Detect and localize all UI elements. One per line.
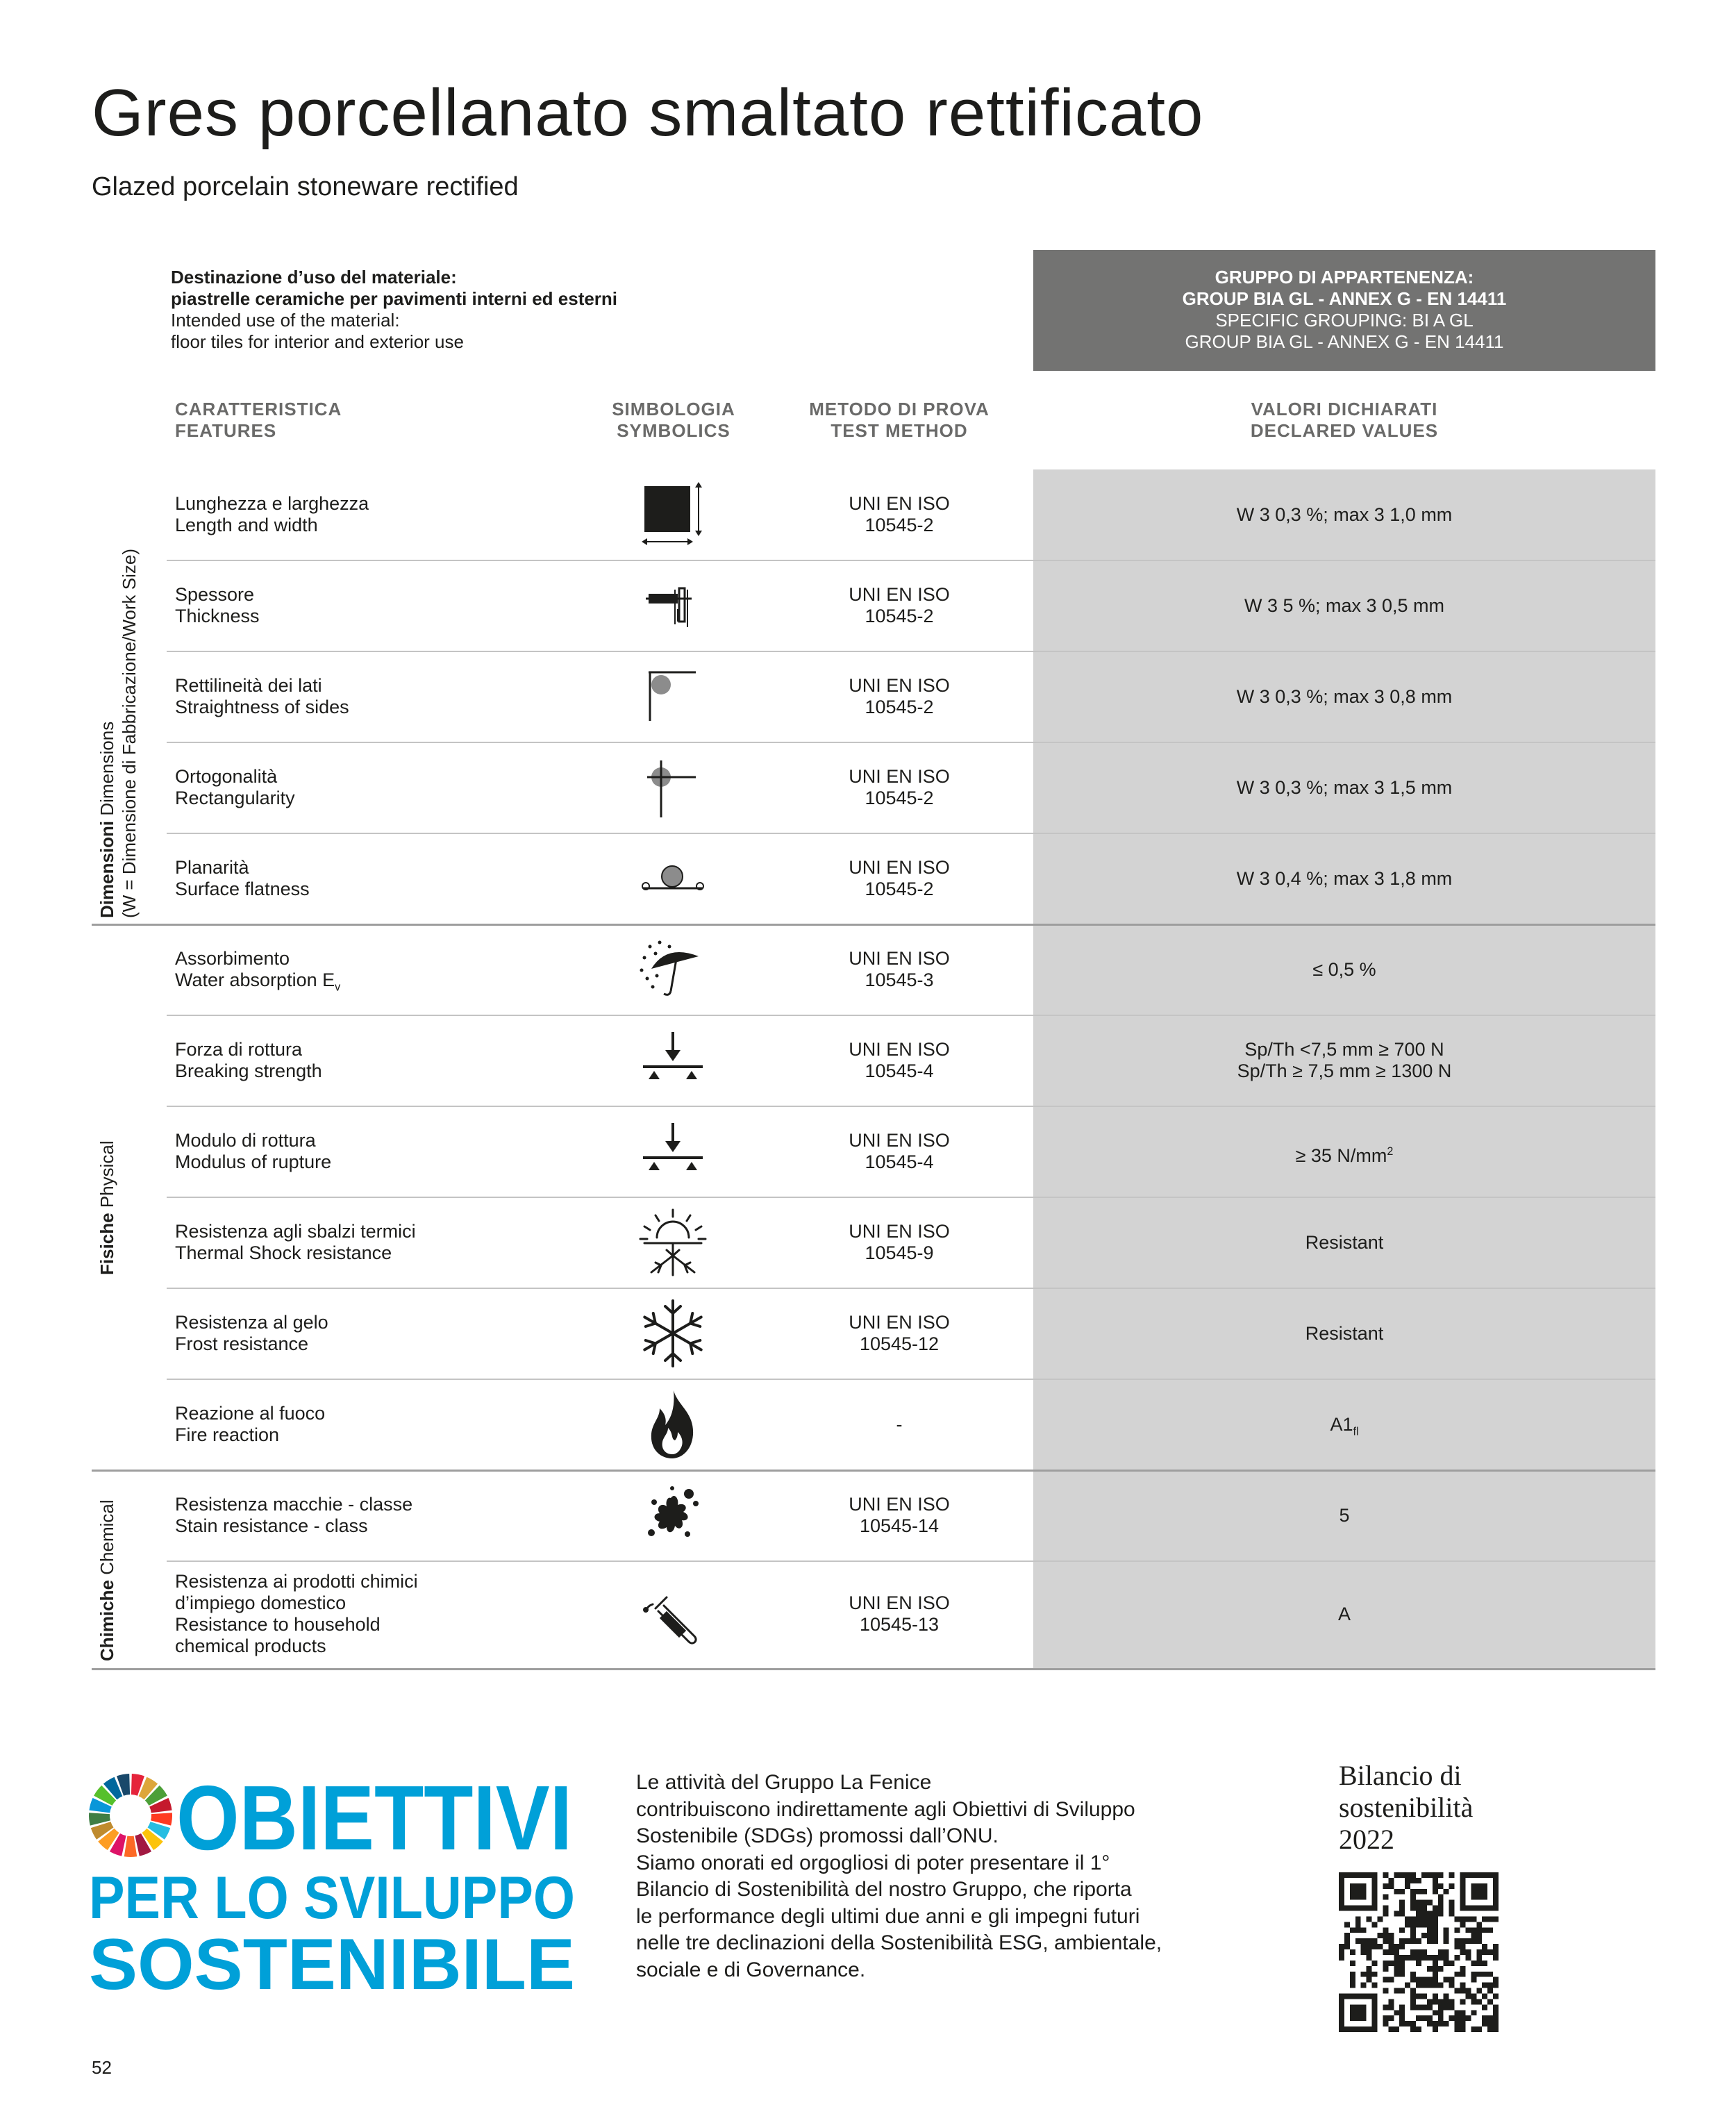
declared-value: [1033, 1141, 1655, 1167]
paragraph-line: Bilancio di Sostenibilità del nostro Gruppo, che riporta: [636, 1878, 1132, 1901]
sdg-title-line-3: SOSTENIBILE: [89, 1924, 575, 1999]
header-symbol-it: SIMBOLOGIA: [612, 399, 735, 419]
table-row-feature: [175, 1312, 328, 1355]
flame-icon: [636, 1388, 710, 1461]
feature-en: Length and width: [175, 515, 318, 535]
section-chemical-rest: Chemical: [97, 1499, 117, 1580]
paragraph-line: nelle tre declinazioni della Sostenibilità ESG, ambientale,: [636, 1931, 1162, 1954]
section-label-dimensions: [96, 549, 140, 918]
declared-value: [1033, 1414, 1655, 1442]
table-row-feature: [175, 1130, 331, 1173]
section-divider: [92, 1470, 1655, 1472]
method-line-2: 10545-2: [865, 879, 934, 899]
right-angle-icon: [636, 751, 710, 824]
feature-it: Ortogonalità: [175, 766, 278, 787]
feature-en-text: Water absorption E: [175, 969, 335, 990]
feature-en: Rectangularity: [175, 788, 295, 808]
feature-en-subscript: v: [335, 981, 341, 994]
row-divider: [167, 1288, 1655, 1289]
sustainability-paragraph: [636, 1770, 1261, 1983]
declared-value: W 3 5 %; max 3 0,5 mm: [1244, 595, 1445, 616]
method-line-1: UNI EN ISO: [849, 493, 950, 514]
declared-value: A: [1337, 1604, 1351, 1624]
row-divider: [167, 560, 1655, 561]
intended-use: [171, 267, 617, 353]
method-line-1: UNI EN ISO: [849, 857, 950, 878]
table-row-feature: [175, 1494, 412, 1537]
paragraph-line: le performance degli ultimi due anni e gli impegni futuri: [636, 1904, 1140, 1928]
row-divider: [167, 1106, 1655, 1107]
method-line-1: UNI EN ISO: [849, 948, 950, 969]
declared-value-text: A1: [1330, 1414, 1353, 1435]
feature-en: Thermal Shock resistance: [175, 1242, 392, 1263]
table-row-feature: [175, 1403, 325, 1446]
feature-it: Resistenza macchie - classe: [175, 1494, 413, 1515]
declared-value-subscript: fl: [1353, 1425, 1359, 1438]
table-row-feature: [175, 584, 260, 627]
feature-en-2: chemical products: [175, 1636, 326, 1656]
method-line-2: 10545-2: [865, 788, 934, 808]
paragraph-line: Sostenibile (SDGs) promossi dall’ONU.: [636, 1824, 999, 1847]
section-dimensions-note: (W = Dimensione di Fabbricazione/Work Size): [119, 549, 140, 918]
section-physical-bold: Fisiche: [97, 1213, 117, 1275]
sdg-title-line-1: OBIETTIVI: [176, 1770, 572, 1869]
paragraph-line: Siamo onorati ed orgogliosi di poter presentare il 1°: [636, 1851, 1110, 1874]
bilancio-line-2: sostenibilità: [1339, 1792, 1474, 1823]
feature-en: Fire reaction: [175, 1424, 280, 1445]
intended-use-en-1: Intended use of the material:: [171, 310, 400, 331]
qr-code[interactable]: [1339, 1872, 1499, 2032]
feature-it-2: d’impiego domestico: [175, 1592, 347, 1613]
row-divider: [167, 651, 1655, 652]
method-line-1: UNI EN ISO: [849, 1592, 950, 1613]
header-symbol-en: SYMBOLICS: [617, 420, 731, 441]
table-row-feature: [175, 1571, 418, 1657]
row-divider: [167, 1560, 1655, 1562]
page-subtitle: Glazed porcelain stoneware rectified: [92, 172, 519, 201]
feature-it: Assorbimento: [175, 948, 290, 969]
table-row-feature: [175, 1039, 322, 1082]
intended-use-en-2: floor tiles for interior and exterior use: [171, 331, 464, 352]
row-divider: [167, 1379, 1655, 1380]
method-line-2: 10545-2: [865, 515, 934, 535]
test-method: [806, 948, 993, 991]
test-method: [806, 1414, 993, 1435]
feature-it: Spessore: [175, 584, 255, 605]
declared-value: [1033, 1039, 1655, 1082]
test-method: [806, 675, 993, 718]
group-line-2: GROUP BIA GL - ANNEX G - EN 14411: [1182, 288, 1507, 309]
feature-en: Resistance to household: [175, 1614, 381, 1635]
header-values: [1033, 399, 1655, 442]
method-line-2: 10545-14: [859, 1515, 940, 1536]
table-row-feature: [175, 948, 340, 998]
paragraph-line: Le attività del Gruppo La Fenice: [636, 1771, 932, 1794]
declared-value: Resistant: [1305, 1323, 1384, 1344]
feature-it: Modulo di rottura: [175, 1130, 316, 1151]
intended-use-it-1: Destinazione d’uso del materiale:: [171, 267, 457, 288]
tile-size-icon: [636, 478, 710, 551]
flatness-icon: [636, 842, 710, 915]
section-chemical-bold: Chimiche: [97, 1579, 117, 1661]
method-line-1: -: [896, 1414, 903, 1435]
feature-en: Breaking strength: [175, 1060, 322, 1081]
method-line-2: 10545-2: [865, 606, 934, 626]
method-line-1: UNI EN ISO: [849, 766, 950, 787]
declared-value: ≤ 0,5 %: [1312, 959, 1376, 980]
method-line-1: UNI EN ISO: [849, 1130, 950, 1151]
feature-it: Lunghezza e larghezza: [175, 493, 369, 514]
feature-en: Straightness of sides: [175, 697, 349, 717]
row-divider: [167, 1197, 1655, 1198]
header-values-en: DECLARED VALUES: [1250, 420, 1439, 441]
feature-en: Modulus of rupture: [175, 1151, 332, 1172]
group-box: [1033, 250, 1655, 371]
bilancio-line-3: 2022: [1339, 1824, 1394, 1855]
bilancio-line-1: Bilancio di: [1339, 1760, 1462, 1791]
paragraph-line: contribuiscono indirettamente agli Obiettivi di Sviluppo: [636, 1797, 1135, 1821]
test-method: [806, 1221, 993, 1264]
table-row-feature: [175, 493, 369, 536]
method-line-2: 10545-12: [859, 1333, 940, 1354]
method-line-1: UNI EN ISO: [849, 1221, 950, 1242]
page-number: 52: [92, 2057, 112, 2078]
method-line-2: 10545-4: [865, 1060, 934, 1081]
method-line-2: 10545-3: [865, 969, 934, 990]
sun-snow-icon: [636, 1206, 710, 1279]
method-line-1: UNI EN ISO: [849, 1039, 950, 1060]
feature-it: Resistenza agli sbalzi termici: [175, 1221, 416, 1242]
declared-value: W 3 0,3 %; max 3 0,8 mm: [1236, 686, 1453, 707]
paragraph-line: sociale e di Governance.: [636, 1958, 866, 1981]
declared-value: W 3 0,3 %; max 3 1,0 mm: [1236, 504, 1453, 525]
section-divider: [92, 1668, 1655, 1670]
feature-en: Thickness: [175, 606, 260, 626]
declared-value: W 3 0,3 %; max 3 1,5 mm: [1236, 777, 1453, 798]
method-line-1: UNI EN ISO: [849, 675, 950, 696]
sdg-wheel-segment: [124, 1836, 137, 1857]
header-method: [778, 399, 1021, 442]
feature-it: Resistenza ai prodotti chimici: [175, 1571, 418, 1592]
header-method-en: TEST METHOD: [831, 420, 968, 441]
umbrella-rain-icon: [636, 933, 710, 1006]
method-line-1: UNI EN ISO: [849, 1312, 950, 1333]
test-method: [806, 766, 993, 809]
declared-value-text: ≥ 35 N/mm: [1295, 1145, 1387, 1166]
test-tube-icon: [636, 1578, 710, 1651]
test-method: [806, 1130, 993, 1173]
feature-it: Resistenza al gelo: [175, 1312, 328, 1333]
test-method: [806, 493, 993, 536]
table-row-feature: [175, 857, 310, 900]
section-label-chemical: [96, 1499, 118, 1661]
method-line-2: 10545-13: [859, 1614, 940, 1635]
header-feature-it: CARATTERISTICA: [175, 399, 342, 419]
feature-it: Reazione al fuoco: [175, 1403, 326, 1424]
feature-en: [175, 969, 340, 998]
feature-it: Forza di rottura: [175, 1039, 303, 1060]
header-feature-en: FEATURES: [175, 420, 277, 441]
method-line-1: UNI EN ISO: [849, 584, 950, 605]
declared-value: 5: [1339, 1505, 1350, 1526]
declared-value-line-2: Sp/Th ≥ 7,5 mm ≥ 1300 N: [1237, 1060, 1452, 1081]
rupture-load-icon: [636, 1115, 710, 1188]
bilancio-title: [1339, 1760, 1473, 1856]
declared-value-superscript: 2: [1387, 1145, 1394, 1158]
header-values-it: VALORI DICHIARATI: [1251, 399, 1438, 419]
declared-value-line-1: Sp/Th <7,5 mm ≥ 700 N: [1244, 1039, 1444, 1060]
page-title: Gres porcellanato smaltato rettificato: [92, 76, 1204, 150]
section-label-physical: [96, 1140, 118, 1275]
sdg-logo: [87, 1770, 581, 1999]
row-divider: [167, 742, 1655, 743]
header-symbol: [597, 399, 750, 442]
feature-en: Frost resistance: [175, 1333, 309, 1354]
row-divider: [167, 1015, 1655, 1016]
section-physical-rest: Physical: [97, 1140, 117, 1213]
feature-it: Planarità: [175, 857, 249, 878]
feature-it: Rettilineità dei lati: [175, 675, 322, 696]
row-divider: [167, 833, 1655, 834]
test-method: [806, 1494, 993, 1537]
group-line-1: GRUPPO DI APPARTENENZA:: [1215, 267, 1474, 288]
method-line-2: 10545-9: [865, 1242, 934, 1263]
test-method: [806, 584, 993, 627]
method-line-1: UNI EN ISO: [849, 1494, 950, 1515]
table-row-feature: [175, 766, 295, 809]
method-line-2: 10545-2: [865, 697, 934, 717]
test-method: [806, 1592, 993, 1636]
snowflake-icon: [636, 1297, 710, 1370]
breaking-load-icon: [636, 1024, 710, 1097]
sdg-title-line-2: PER LO SVILUPPO: [89, 1865, 575, 1931]
group-line-3: SPECIFIC GROUPING: BI A GL: [1215, 310, 1474, 331]
intended-use-it-2: piastrelle ceramiche per pavimenti interni ed esterni: [171, 288, 618, 309]
method-line-2: 10545-4: [865, 1151, 934, 1172]
sdg-wheel-icon: [89, 1774, 172, 1857]
section-dimensions-rest: Dimensions: [97, 721, 117, 821]
feature-en: Surface flatness: [175, 879, 310, 899]
test-method: [806, 1039, 993, 1082]
test-method: [806, 857, 993, 900]
declared-value: Resistant: [1305, 1232, 1384, 1253]
feature-en: Stain resistance - class: [175, 1515, 368, 1536]
table-row-feature: [175, 675, 349, 718]
declared-value: W 3 0,4 %; max 3 1,8 mm: [1236, 868, 1453, 889]
stain-splash-icon: [636, 1479, 710, 1552]
header-method-it: METODO DI PROVA: [809, 399, 990, 419]
section-dimensions-bold: Dimensioni: [97, 820, 117, 918]
straight-edge-icon: [636, 660, 710, 733]
header-feature: [175, 399, 342, 442]
caliper-icon: [636, 569, 710, 642]
table-row-feature: [175, 1221, 416, 1264]
section-divider: [92, 924, 1655, 926]
test-method: [806, 1312, 993, 1355]
group-line-4: GROUP BIA GL - ANNEX G - EN 14411: [1185, 331, 1504, 352]
